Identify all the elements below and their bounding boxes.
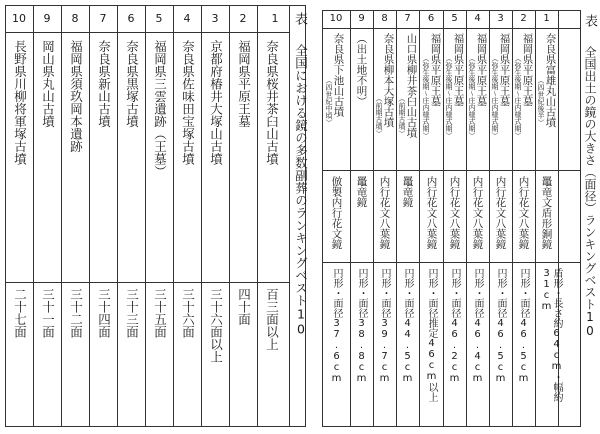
left-count-7: 三十四面 [96, 288, 112, 338]
right-site-cell-9 [356, 33, 367, 110]
right-size-4: 円形・面径46.4cm [472, 268, 483, 384]
right-site-cell-5 [445, 33, 464, 139]
left-count-1: 百三面以上 [264, 288, 280, 351]
left-site-9: 岡山県丸山古墳 [40, 40, 56, 128]
right-size-divider [322, 262, 580, 263]
left-site-5: 福岡県三雲遺跡（王墓） [152, 40, 168, 178]
right-site-cell-1 [537, 33, 556, 128]
right-note-6: （弥生後期～庄内様式期） [422, 55, 430, 139]
right-site-9: （出土地不明） [355, 33, 368, 107]
right-size-3: 円形・面径46.5cm [495, 268, 506, 384]
left-count-5: 三十五面 [152, 288, 168, 338]
left-bottom-border [5, 426, 305, 427]
left-count-divider [5, 282, 289, 283]
right-rank-10: 10 [329, 13, 343, 24]
right-rank-9: 9 [358, 13, 365, 24]
left-table-title: 全国における鏡の多数副葬のランキングベスト10 [293, 44, 309, 337]
right-mirror-8: 内行花文八葉鏡 [378, 176, 391, 250]
right-rank-8: 8 [381, 13, 388, 24]
right-note-1: （四世紀後半） [537, 77, 545, 126]
right-top-border [322, 10, 580, 11]
right-rank-3: 3 [497, 13, 504, 24]
right-site-cell-10 [325, 33, 344, 126]
right-size-9: 円形・面径38.8cm [356, 268, 367, 384]
right-mirror-3: 内行花文八葉鏡 [494, 176, 507, 250]
right-site-2: 福岡県平原王墓 [521, 33, 534, 107]
right-table-title: 全国出土の鏡の大きさ（面径）ランキングベスト10 [583, 46, 597, 338]
right-note-8: （前期古墳） [375, 95, 383, 137]
right-mirror-5: 内行花文八葉鏡 [448, 176, 461, 250]
left-site-10: 長野県川柳将軍塚古墳 [12, 40, 28, 165]
right-site-3: 福岡県平原王墓 [498, 33, 511, 107]
left-count-6: 三十三面 [124, 288, 140, 338]
right-size-7: 円形・面径44.5cm [402, 268, 413, 384]
right-site-1: 奈良県富雄丸山古墳 [544, 33, 557, 128]
left-header-divider [5, 32, 289, 33]
right-site-5: 福岡県平原王墓 [452, 33, 465, 107]
right-mirror-2: 内行花文八葉鏡 [517, 176, 530, 250]
right-note-4: （弥生後期～庄内様式期） [468, 55, 476, 139]
left-rank-4: 4 [183, 12, 191, 25]
left-count-3: 三十六面以上 [208, 288, 224, 363]
right-note-2: （弥生後期～庄内様式期） [514, 55, 522, 139]
left-site-8: 福岡県須玖岡本遺跡 [68, 40, 84, 153]
left-count-4: 三十六面 [180, 288, 196, 338]
right-mirror-6: 内行花文八葉鏡 [425, 176, 438, 250]
right-rank-2: 2 [520, 13, 527, 24]
right-mirror-10: 倣製内行花文鏡 [330, 176, 343, 250]
right-mirror-7: 鼉竜鏡 [401, 176, 414, 208]
right-rank-7: 7 [404, 13, 411, 24]
right-size-1: 盾形・長さ約64cm・幅約31cm [541, 268, 562, 402]
right-site-cell-4 [468, 33, 487, 139]
left-site-6: 奈良県黒塚古墳 [124, 40, 140, 128]
right-table-label: 表 [582, 14, 597, 27]
right-size-8: 円形・面径39.7cm [379, 268, 390, 384]
left-rank-6: 6 [127, 12, 135, 25]
left-site-3: 京都府椿井大塚山古墳 [208, 40, 224, 165]
left-count-10: 二十七面 [12, 288, 28, 338]
right-rank-6: 6 [427, 13, 435, 24]
left-count-8: 三十二面 [68, 288, 84, 338]
left-count-2: 四十面 [236, 288, 252, 326]
right-mirror-9: 鼉竜鏡 [355, 176, 368, 208]
right-mirror-1: 鼉竜文盾形銅鏡 [540, 176, 553, 250]
right-note-7: （前期古墳） [398, 95, 406, 137]
left-rank-5: 5 [155, 12, 163, 25]
left-rank-3: 3 [211, 12, 219, 25]
right-site-10: 奈良県下池山古墳 [332, 33, 345, 117]
right-size-5: 円形・面径46.2cm [449, 268, 460, 384]
right-size-6: 円形・面径推定46cm以上 [426, 268, 437, 402]
right-site-6: 福岡県平原王墓 [429, 33, 442, 107]
right-site-4: 福岡県平原王墓 [475, 33, 488, 107]
right-note-10: （四世紀中頃） [325, 77, 333, 126]
right-rank-4: 4 [474, 13, 481, 24]
right-site-8: 奈良県柳本大塚古墳 [382, 33, 395, 128]
left-site-4: 奈良県佐味田宝塚古墳 [180, 40, 196, 165]
right-site-cell-6 [422, 33, 441, 139]
left-top-border [5, 5, 305, 6]
left-site-2: 福岡県平原王墓 [236, 40, 252, 128]
left-rank-7: 7 [99, 12, 107, 25]
right-note-3: （弥生後期～庄内様式期） [491, 55, 499, 139]
left-table-label: 表 [292, 12, 307, 25]
right-header-divider [322, 28, 580, 29]
right-rank-1: 1 [543, 13, 550, 24]
right-site-7: 山口県柳井茶臼山古墳 [405, 33, 418, 138]
left-rank-2: 2 [239, 12, 247, 25]
right-site-cell-8 [375, 33, 394, 137]
left-rank-8: 8 [71, 12, 79, 25]
right-size-10: 円形・面径37.6cm [331, 268, 342, 384]
right-note-5: （弥生後期～庄内様式期） [445, 55, 453, 139]
right-size-2: 円形・面径46.5cm [518, 268, 529, 384]
right-mirror-divider [322, 170, 580, 171]
right-bottom-border [322, 426, 580, 427]
right-site-cell-3 [491, 33, 510, 139]
right-mirror-4: 内行花文八葉鏡 [471, 176, 484, 250]
right-site-cell-2 [514, 33, 533, 139]
left-count-9: 三十一面 [40, 288, 56, 338]
right-site-cell-7 [398, 33, 417, 138]
left-site-7: 奈良県新山古墳 [96, 40, 112, 128]
left-site-1: 奈良県桜井茶臼山古墳 [264, 40, 280, 165]
left-rank-9: 9 [43, 12, 51, 25]
left-rank-1: 1 [271, 12, 279, 25]
right-rank-5: 5 [451, 13, 458, 24]
left-rank-10: 10 [12, 12, 26, 25]
